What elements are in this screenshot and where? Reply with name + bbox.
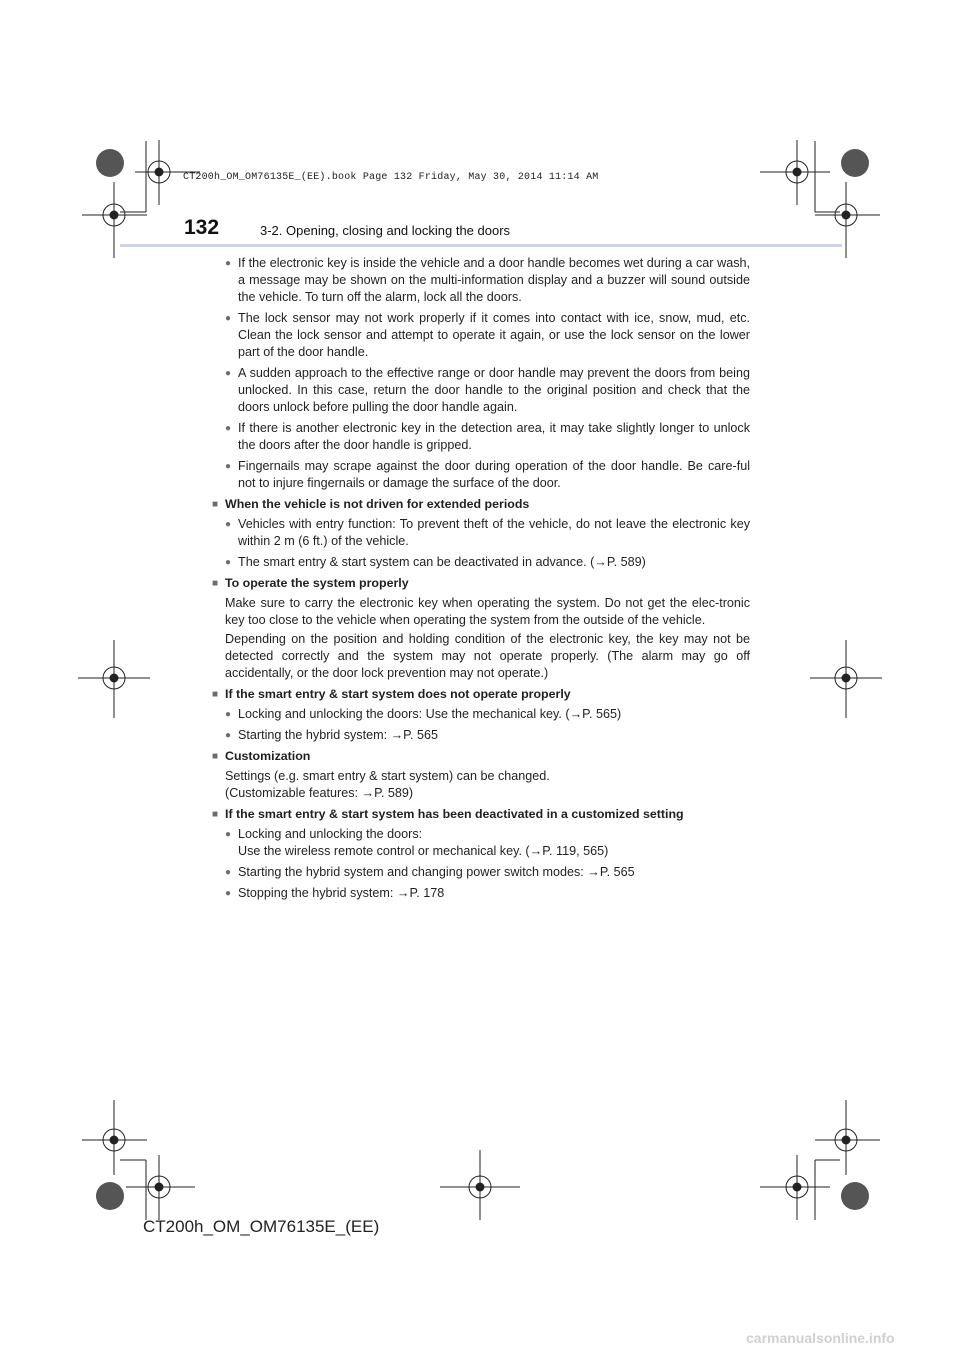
section-heading: ■ Customization xyxy=(212,748,750,765)
bullet-item: ● If there is another electronic key in the detection area, it may take slightly longer to unlock the doors after the door handle is gripped. xyxy=(212,420,750,454)
paragraph: (Customizable features: →P. 589) xyxy=(225,786,414,800)
bullet-item: ● Locking and unlocking the doors: Use the mechanical key. (→P. 565) xyxy=(212,706,750,723)
bullet-item xyxy=(212,826,750,860)
page-content xyxy=(212,255,750,906)
bullet-item: ● The smart entry & start system can be deactivated in advance. (→P. 589) xyxy=(212,554,750,571)
watermark: carmanualsonline.info xyxy=(746,1330,895,1346)
bullet-item: ● Stopping the hybrid system: →P. 178 xyxy=(212,885,750,902)
paragraph: Make sure to carry the electronic key when operating the system. Do not get the elec-tronic key too close to the vehicle when operating the system from the outside of the vehicle. xyxy=(225,596,750,627)
paragraph: Depending on the position and holding condition of the electronic key, the key may not be detected correctly and the system may not operate properly. (The alarm may go off accidentally, or the door lock prevention may not operate.) xyxy=(225,632,750,680)
bullet-item: ● Vehicles with entry function: To prevent theft of the vehicle, do not leave the electronic key within 2 m (6 ft.) of the vehicle. xyxy=(212,516,750,550)
header-rule xyxy=(120,244,842,247)
bullet-line: ● Locking and unlocking the doors: xyxy=(238,827,423,841)
bullet-item: ● Fingernails may scrape against the door during operation of the door handle. Be care-ful not to injure fingernails or damage the surface of the door. xyxy=(212,458,750,492)
bullet-item: ● A sudden approach to the effective range or door handle may prevent the doors from being unlocked. In this case, return the door handle to the original position and check that the doors unlock before pulling the door handle again. xyxy=(212,365,750,416)
section-heading: ■ When the vehicle is not driven for extended periods xyxy=(212,496,750,513)
footer-code: CT200h_OM_OM76135E_(EE) xyxy=(143,1217,380,1236)
bullet-line: Use the wireless remote control or mechanical key. (→P. 119, 565) xyxy=(238,844,609,858)
bullet-item: ● The lock sensor may not work properly if it comes into contact with ice, snow, mud, etc. Clean the lock sensor and attempt to operate it again, or use the lock sensor on the lower part of the door handle. xyxy=(212,310,750,361)
bullet-item: ● If the electronic key is inside the vehicle and a door handle becomes wet during a car wash, a message may be shown on the multi-information display and a buzzer will sound outside the vehicle. To turn off the alarm, lock all the doors. xyxy=(212,255,750,306)
section-title: 3-2. Opening, closing and locking the doors xyxy=(260,223,511,238)
paragraph: Settings (e.g. smart entry & start system) can be changed. xyxy=(225,769,550,783)
page-number: 132 xyxy=(184,216,220,239)
section-heading: ■ If the smart entry & start system does not operate properly xyxy=(212,686,750,703)
section-heading: ■ To operate the system properly xyxy=(212,575,750,592)
book-info-line: CT200h_OM_OM76135E_(EE).book Page 132 Friday, May 30, 2014 11:14 AM xyxy=(183,172,599,183)
bullet-item: ● Starting the hybrid system: →P. 565 xyxy=(212,727,750,744)
bullet-item: ● Starting the hybrid system and changing power switch modes: →P. 565 xyxy=(212,864,750,881)
section-heading: ■ If the smart entry & start system has been deactivated in a customized setting xyxy=(212,806,750,823)
